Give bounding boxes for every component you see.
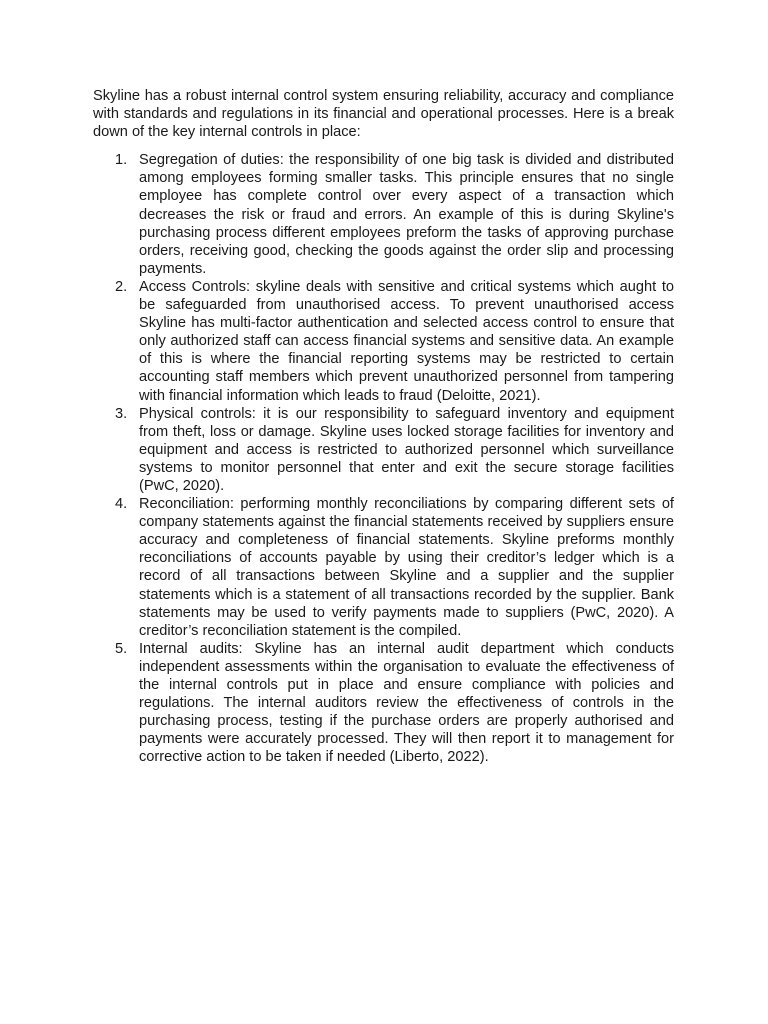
document-page	[93, 87, 674, 766]
list-item-segregation-of-duties	[115, 151, 674, 278]
list-item-number: 3.	[115, 405, 128, 422]
list-item-number: 1.	[115, 152, 128, 169]
list-item-text: Reconciliation: performing monthly reconciliations by comparing different sets of company statements against the financial statements received by suppliers ensure accuracy and completeness of financial statements. Skyline preforms monthly reconciliations of accounts payable by using their creditor’s ledger which is a record of all transactions between Skyline and a supplier and the supplier statements which is a statement of all transactions recorded by the supplier. Bank statements may be used to verify payments made to suppliers (PwC, 2020). A creditor’s reconciliation statement is the compiled.	[139, 496, 674, 639]
list-item-reconciliation	[115, 495, 674, 640]
internal-controls-list	[93, 151, 674, 766]
intro-paragraph: Skyline has a robust internal control system ensuring reliability, accuracy and compliance with standards and regulations in its financial and operational processes. Here is a break down of the key internal controls in place:	[93, 88, 674, 141]
list-item-text: Access Controls: skyline deals with sensitive and critical systems which aught to be safeguarded from unauthorised access. To prevent unauthorised access Skyline has multi-factor authentication and selected access control to ensure that only authorized staff can access financial systems and sensitive data. An example of this is where the financial reporting systems may be restricted to certain accounting staff members which prevent unauthorized personnel from tampering with financial information which leads to fraud (Deloitte, 2021).	[139, 278, 674, 404]
list-item-access-controls	[115, 278, 674, 405]
list-item-physical-controls	[115, 405, 674, 495]
list-item-text: Physical controls: it is our responsibility to safeguard inventory and equipment from theft, loss or damage. Skyline uses locked storage facilities for inventory and equipment and access is restricted to authorized personnel which surveillance systems to monitor personnel that enter and exit the secure storage facilities (PwC, 2020).	[139, 405, 674, 494]
list-item-internal-audits	[115, 640, 674, 767]
list-item-number: 5.	[115, 640, 128, 657]
list-item-number: 4.	[115, 496, 128, 513]
list-item-text: Internal audits: Skyline has an internal audit department which conducts independent assessments within the organisation to evaluate the effectiveness of the internal controls put in place and ensure compliance with policies and regulations. The internal auditors review the effectiveness of controls in the purchasing process, testing if the purchase orders are properly authorised and payments were accurately processed. They will then report it to management for corrective action to be taken if needed (Liberto, 2022).	[139, 640, 674, 766]
list-item-number: 2.	[115, 278, 128, 295]
list-item-text: Segregation of duties: the responsibility of one big task is divided and distributed among employees forming smaller tasks. This principle ensures that no single employee has complete control over every aspect of a transaction which decreases the risk or fraud and errors. An example of this is during Skyline's purchasing process different employees preform the tasks of approving purchase orders, receiving good, checking the goods against the order slip and processing payments.	[139, 152, 674, 277]
